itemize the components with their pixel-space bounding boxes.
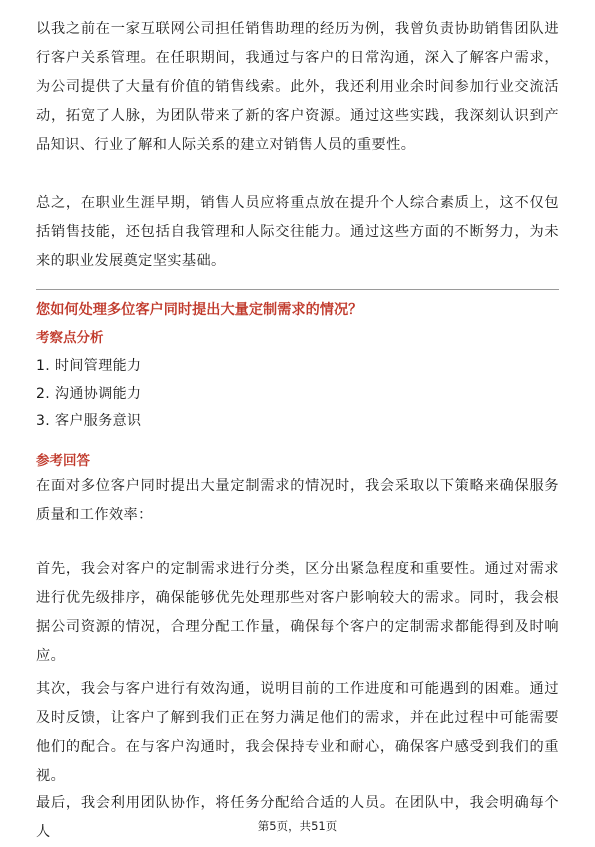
list-item: 3. 客户服务意识 xyxy=(36,413,142,429)
question-title: 您如何处理多位客户同时提出大量定制需求的情况？ xyxy=(36,302,363,318)
analysis-list xyxy=(36,353,141,436)
answer-paragraph: 其次，我会与客户进行有效沟通，说明目前的工作进度和可能遇到的困难。通过及时反馈，让客户了解到我们正在努力满足他们的需求，并在此过程中可能需要他们的配合。在与客户沟通时，我会保持专业和耐心，确保客户感受到我们的重视。 xyxy=(36,681,559,784)
page-number: 第5页，共51页 xyxy=(257,819,338,833)
intro-paragraph: 以我之前在一家互联网公司担任销售助理的经历为例，我曾负责协助销售团队进行客户关系管理。在任职期间，我通过与客户的日常沟通，深入了解客户需求，为公司提供了大量有价值的销售线索。此外，我还利用业余时间参加行业交流活动，拓宽了人脉，为团队带来了新的客户资源。通过这些实践，我深刻认识到产品知识、行业了解和人际关系的建立对销售人员的重要性。 xyxy=(36,21,559,153)
answer-heading: 参考回答 xyxy=(36,453,90,469)
answer-paragraph: 最后，我会利用团队协作，将任务分配给合适的人员。在团队中，我会明确每个人 xyxy=(36,795,559,840)
summary-paragraph: 总之，在职业生涯早期，销售人员应将重点放在提升个人综合素质上，这不仅包括销售技能，还包括自我管理和人际交往能力。通过这些方面的不断努力，为未来的职业发展奠定坚实基础。 xyxy=(36,195,559,269)
section-divider xyxy=(36,289,559,290)
list-item: 2. 沟通协调能力 xyxy=(36,385,142,402)
answer-paragraph: 在面对多位客户同时提出大量定制需求的情况时，我会采取以下策略来确保服务质量和工作效率： xyxy=(36,478,559,523)
analysis-heading: 考察点分析 xyxy=(36,330,104,346)
answer-paragraph: 首先，我会对客户的定制需求进行分类，区分出紧急程度和重要性。通过对需求进行优先级排序，确保能够优先处理那些对客户影响较大的需求。同时，我会根据公司资源的情况，合理分配工作量，确保每个客户的定制需求都能得到及时响应。 xyxy=(36,561,559,664)
list-item: 1. 时间管理能力 xyxy=(36,358,142,374)
